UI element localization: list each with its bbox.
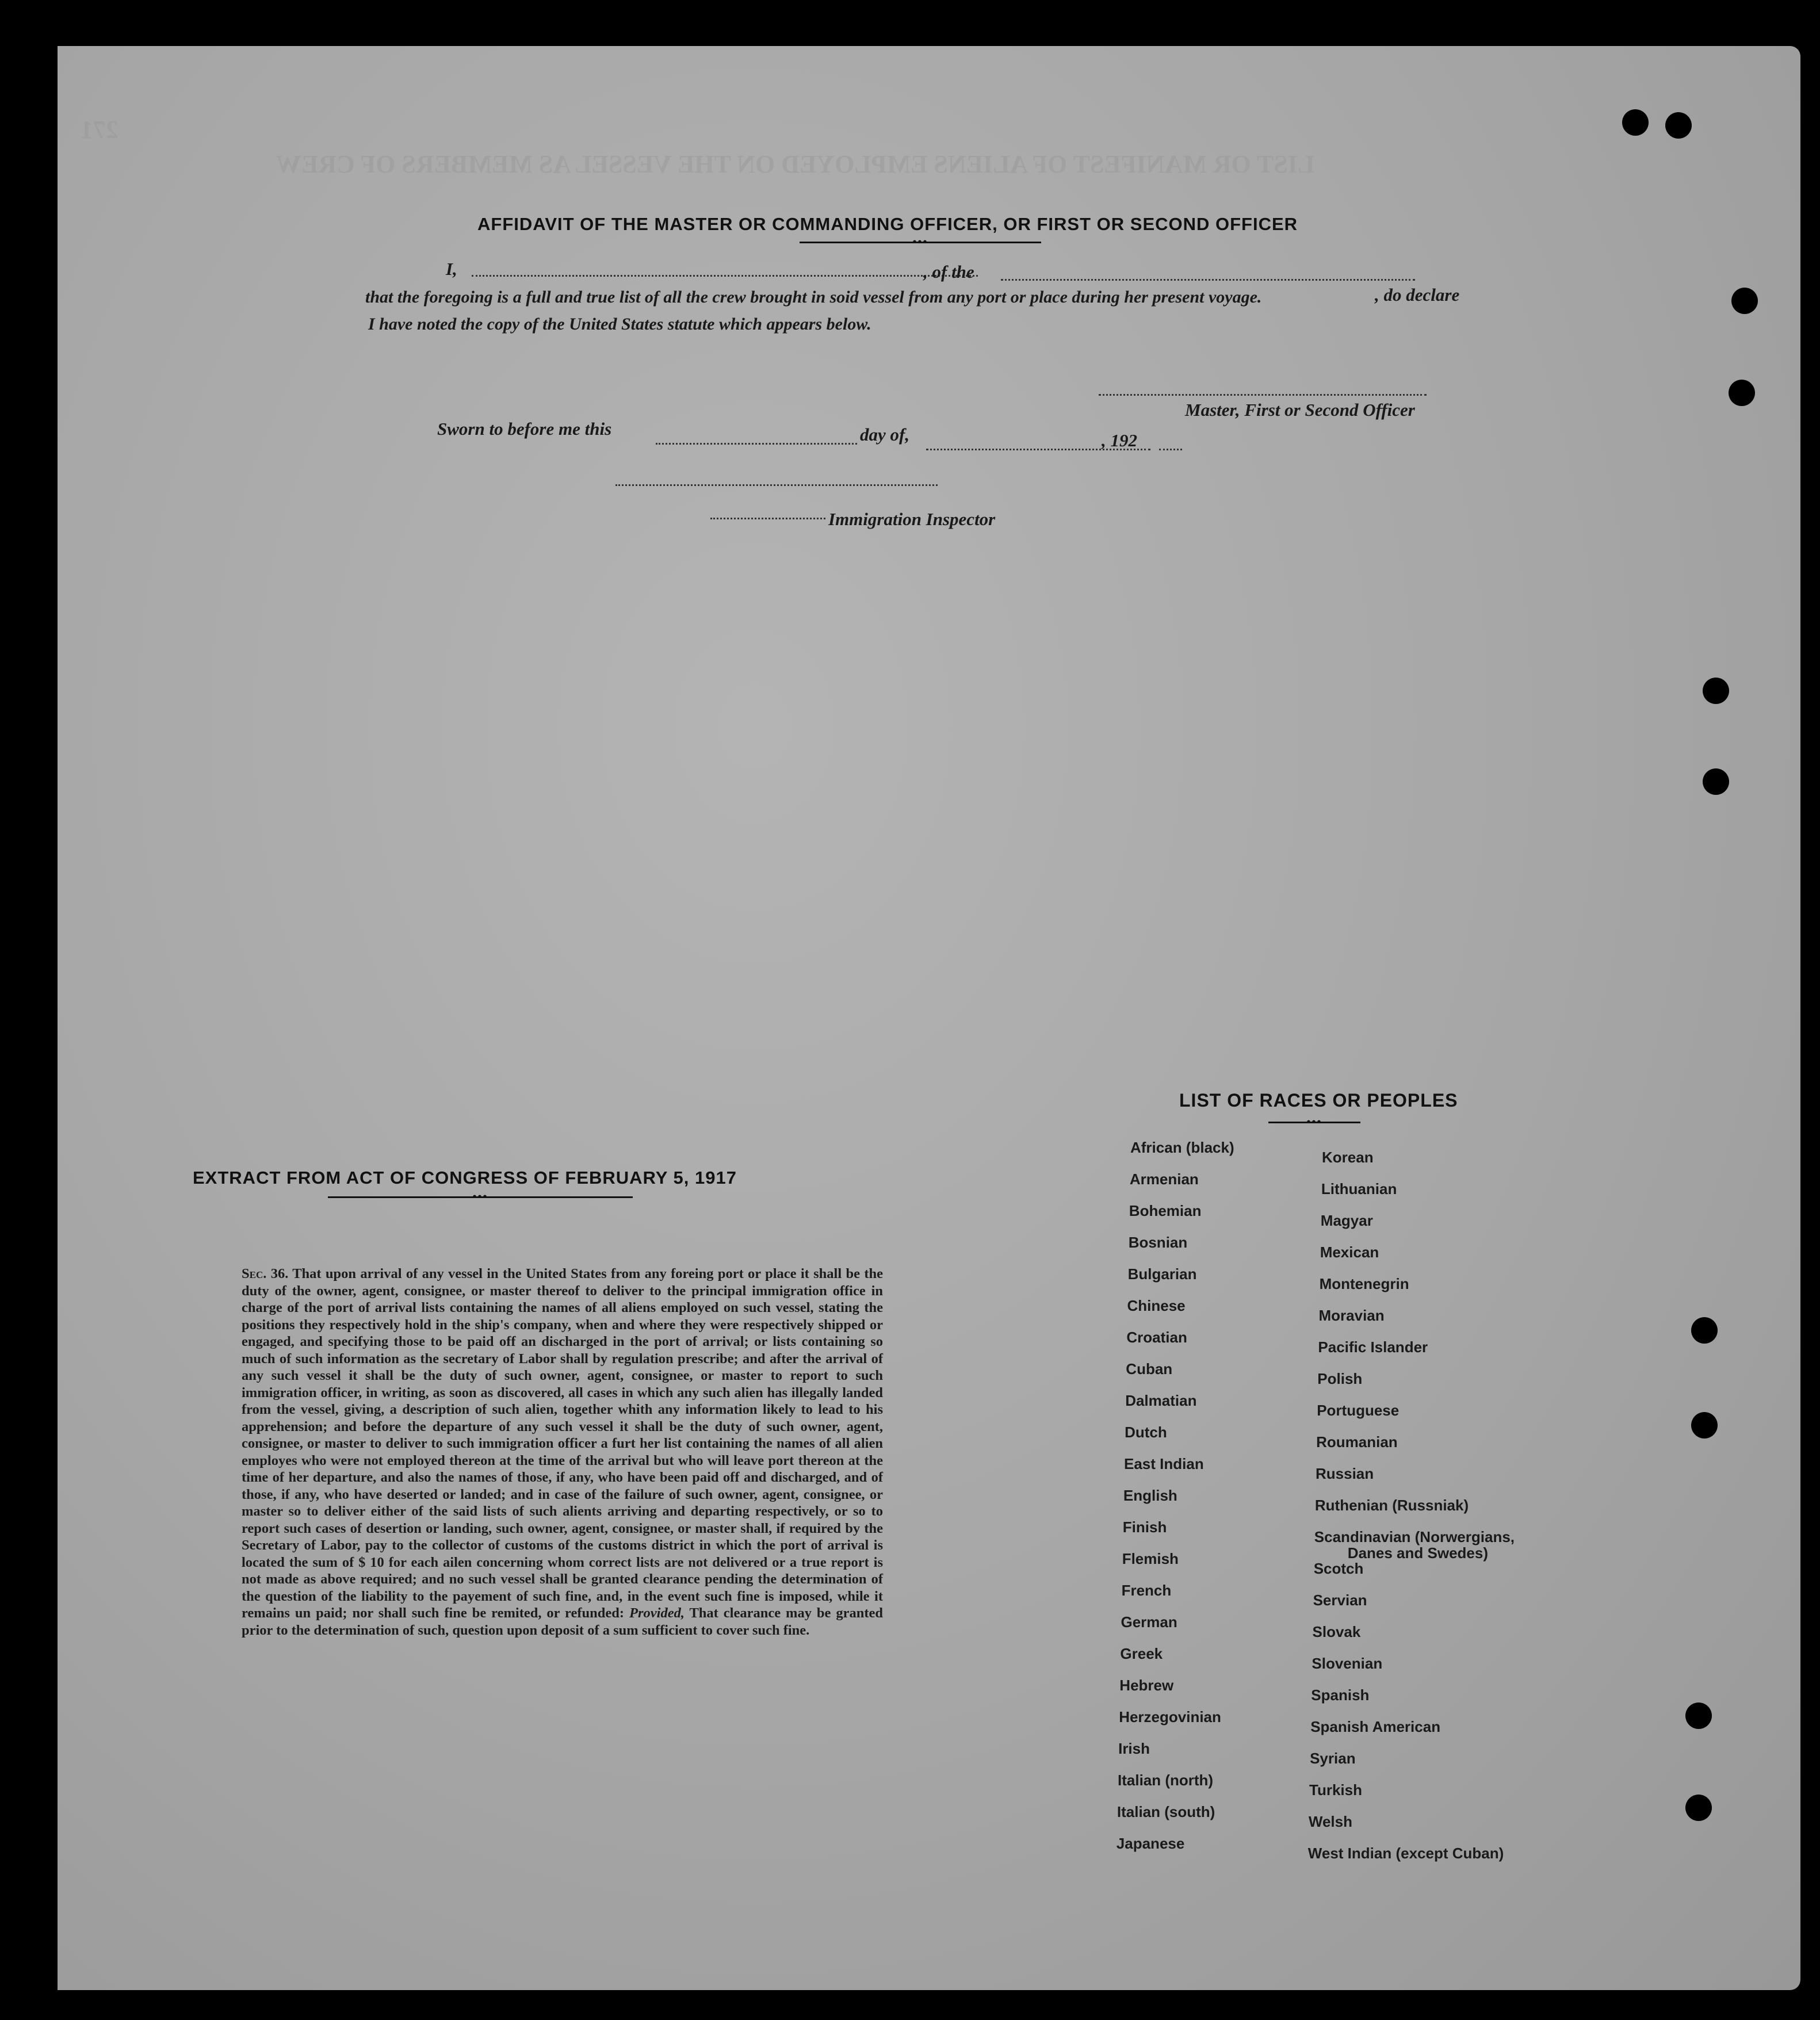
race-item: Roumanian: [1316, 1433, 1398, 1451]
race-item: Scandinavian (Norwergians,: [1314, 1528, 1515, 1545]
master-signature-blank[interactable]: [1099, 394, 1427, 396]
race-item: Slovak: [1312, 1623, 1361, 1640]
race-item: German: [1121, 1613, 1177, 1631]
race-item: Armenian: [1129, 1170, 1199, 1188]
race-item: Polish: [1317, 1370, 1363, 1387]
race-item: Hebrew: [1119, 1677, 1174, 1694]
master-name-blank[interactable]: [472, 275, 978, 277]
document-page: [58, 46, 1800, 1990]
race-item: Italian (north): [1118, 1772, 1214, 1789]
vessel-name-blank[interactable]: [1001, 279, 1415, 281]
race-item: East Indian: [1124, 1455, 1204, 1472]
punch-hole: [1703, 768, 1729, 795]
race-item: Italian (south): [1117, 1803, 1215, 1820]
race-item: Montenegrin: [1319, 1275, 1409, 1292]
race-item: Welsh: [1308, 1813, 1352, 1830]
race-item: Greek: [1120, 1645, 1163, 1662]
inspector-signature-blank[interactable]: [615, 484, 938, 486]
race-item: Turkish: [1309, 1781, 1362, 1799]
race-item: Irish: [1118, 1740, 1150, 1757]
race-item: English: [1123, 1487, 1177, 1504]
race-item: Spanish American: [1310, 1718, 1441, 1735]
race-item: Bulgarian: [1127, 1265, 1197, 1283]
race-item: Spanish: [1311, 1686, 1370, 1704]
master-signature-label: Master, First or Second Officer: [1185, 400, 1415, 420]
affidavit-title-rule: •••: [800, 242, 1041, 243]
race-item: Portuguese: [1317, 1402, 1400, 1419]
race-item: Bohemian: [1129, 1202, 1202, 1219]
inspector-title-blank[interactable]: [710, 518, 825, 519]
race-item: Lithuanian: [1321, 1180, 1397, 1198]
affidavit-i: I,: [446, 259, 457, 279]
statute-text: [242, 1265, 883, 1639]
race-item: Cuban: [1126, 1360, 1173, 1378]
race-item: Dutch: [1125, 1424, 1167, 1441]
race-item: Flemish: [1122, 1550, 1179, 1567]
affidavit-line3: I have noted the copy of the United States statute which appears below.: [368, 315, 871, 334]
race-item: French: [1121, 1582, 1172, 1599]
race-item: West Indian (except Cuban): [1307, 1845, 1504, 1862]
race-item: Mexican: [1320, 1244, 1379, 1261]
punch-hole: [1622, 109, 1649, 136]
race-item: Herzegovinian: [1119, 1708, 1221, 1726]
race-item: Moravian: [1318, 1307, 1385, 1324]
race-item: Slovenian: [1312, 1655, 1383, 1672]
punch-hole: [1731, 288, 1758, 314]
race-item: Danes and Swedes): [1347, 1544, 1488, 1562]
race-item: African (black): [1130, 1139, 1234, 1156]
race-item: Servian: [1313, 1591, 1367, 1609]
race-item: Japanese: [1116, 1835, 1185, 1852]
bleed-through-title: LIST OR MANIFEST OF ALIENS EMPLOYED ON THE VESSEL AS MEMBERS OF CREW: [276, 150, 1315, 178]
race-item: Magyar: [1320, 1212, 1373, 1229]
punch-hole: [1691, 1317, 1718, 1344]
race-item: Dalmatian: [1125, 1392, 1197, 1409]
affidavit-line2: that the foregoing is a full and true list of all the crew brought in soid vessel from any port or place during her present voyage.: [365, 288, 1262, 307]
race-item: Bosnian: [1128, 1234, 1188, 1251]
race-item: Finish: [1122, 1518, 1167, 1536]
extract-title-rule: •••: [328, 1196, 633, 1198]
inspector-label: Immigration Inspector: [828, 509, 996, 529]
race-item: Pacific Islander: [1318, 1338, 1428, 1356]
race-item: Scotch: [1313, 1560, 1364, 1577]
punch-hole: [1685, 1795, 1712, 1821]
punch-hole: [1691, 1412, 1718, 1439]
affidavit-of-the: , of the: [923, 262, 974, 282]
punch-hole: [1703, 678, 1729, 704]
sworn-prefix: Sworn to before me this: [437, 419, 612, 439]
statute-provided-text: That clearance may be granted prior to the determination of such, question upon deposit of a sum sufficient to cover such fine.: [242, 1605, 884, 1638]
race-item: Russian: [1316, 1465, 1374, 1482]
statute-provided-label: Provided,: [629, 1605, 685, 1621]
affidavit-title: AFFIDAVIT OF THE MASTER OR COMMANDING OFFICER, OR FIRST OR SECOND OFFICER: [477, 214, 1298, 234]
sworn-year: , 192: [1102, 430, 1137, 450]
sworn-day-blank[interactable]: [656, 443, 857, 445]
bleed-through-page-number: 271: [81, 116, 118, 144]
affidavit-do-declare: , do declare: [1375, 285, 1460, 305]
sworn-year-blank[interactable]: [1159, 449, 1182, 450]
races-title: LIST OF RACES OR PEOPLES: [1179, 1090, 1458, 1111]
race-item: Chinese: [1127, 1297, 1186, 1314]
sworn-day-of: day of,: [860, 424, 910, 445]
statute-body: That upon arrival of any vessel in the United States from any foreing port or place it shall be the duty of the owner, agent, consignee, or master thereof to deliver to the principal immigration office in charge of the port of arrival lists containing the names of all aliens employed on such vessel, stating the positions they respectively hold in the ship's company, when and where they were respectively shipped or engaged, and specifying those to be paid off an discharged in the port of arrival; or lists containing so much of such information as the secretary of Labor shall by regulation prescribe; and after the arrival of any such vessel it shall be the duty of such owner, agent, consignee, or master to report to such immigration officer, in writing, as soon as discovered, all cases in which any such alien has illegally landed from the vessel, giving, a description of such alien, together whith any information likely to lead to his apprehension; and before the departure of any such vessel it shall be the duty of such owner, agent, consignee, or master to deliver to such immigration officer a furt her list containing the names of all alien employes who were not employed thereon at the time of the arrival but who will leave port thereon at the time of her departure, and also the names of those, if any, who have been paid off and discharged, and of those, if any, who have deserted or landed; and in case of the failure of such owner, agent, consignee, or master so to deliver either of the said lists of such alients arriving and departing respectively, or so to report such cases of desertion or landing, such owner, agent, consignee, or master shall, if required by the Secretary of Labor, pay to the collector of customs of the customs district in which the port of arrival is located the sum of $ 10 for each ailen concerning whom correct lists are not delivered or a true report is not made as above required; and no such vessel shall be granted clearance pending the determination of the question of the liability to the payement of such fine, and, in the event such fine is imposed, while it remains un paid; nor shall such fine be remited, or refunded:: [242, 1266, 883, 1621]
statute-section-label: Sec. 36.: [242, 1266, 289, 1281]
race-item: Croatian: [1126, 1329, 1187, 1346]
punch-hole: [1665, 112, 1692, 139]
race-item: Syrian: [1310, 1750, 1356, 1767]
extract-title: EXTRACT FROM ACT OF CONGRESS OF FEBRUARY 5, 1917: [193, 1168, 737, 1188]
race-item: Korean: [1322, 1149, 1374, 1166]
punch-hole: [1729, 380, 1755, 406]
punch-hole: [1685, 1703, 1712, 1729]
races-title-rule: •••: [1268, 1122, 1360, 1123]
race-item: Ruthenian (Russniak): [1314, 1497, 1469, 1514]
